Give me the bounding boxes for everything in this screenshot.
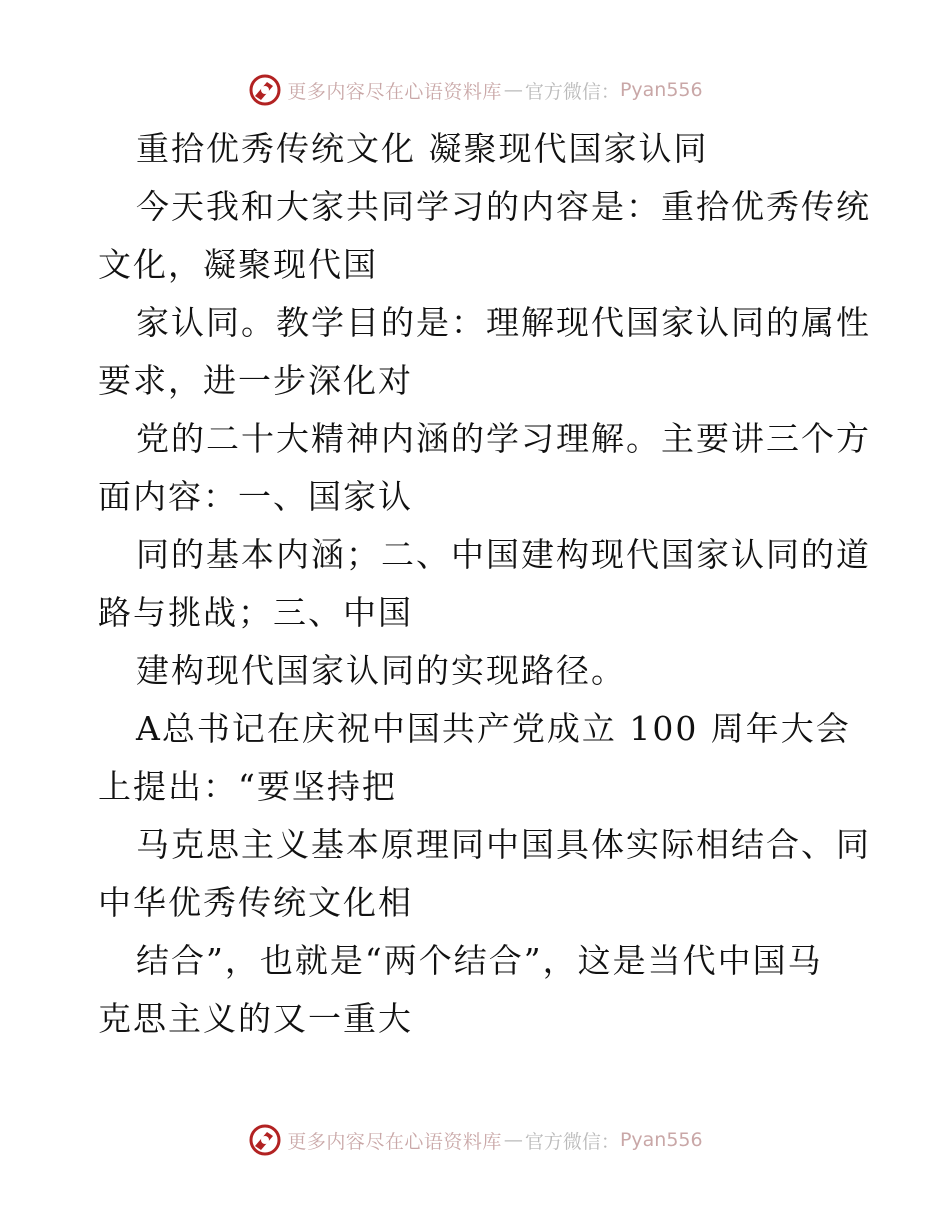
paragraph-line: 要求，进一步深化对: [98, 361, 413, 400]
document-body: [98, 120, 871, 1048]
paragraph-line: 面内容：一、国家认: [98, 477, 413, 516]
paragraph-line: 马克思主义基本原理同中国具体实际相结合、同: [136, 825, 871, 864]
paragraph-line: 克思主义的又一重大: [98, 999, 413, 1038]
paragraph-line: 家认同。教学目的是：理解现代国家认同的属性: [136, 303, 871, 342]
banner-text: 更多内容尽在心语资料库: [287, 80, 502, 103]
paragraph-line: 结合”，也就是“两个结合”，这是当代中国马: [136, 941, 823, 980]
banner-channel: 官方微信：: [524, 1130, 620, 1153]
paragraph-line: 中华优秀传统文化相: [98, 883, 413, 922]
paragraph-line: A总书记在庆祝中国共产党成立 100 周年大会: [136, 709, 851, 748]
paragraph-line: 上提出：“要坚持把: [98, 767, 397, 806]
banner-text: 更多内容尽在心语资料库: [287, 1130, 502, 1153]
footer-banner: [0, 1120, 950, 1160]
paragraph-line: 文化，凝聚现代国: [98, 245, 378, 284]
banner-channel: 官方微信：: [524, 80, 620, 103]
brand-logo-icon: [247, 1122, 283, 1158]
banner-separator: —: [503, 79, 523, 101]
paragraph-line: 同的基本内涵；二、中国建构现代国家认同的道: [136, 535, 871, 574]
brand-logo-icon: [247, 72, 283, 108]
document-title: 重拾优秀传统文化 凝聚现代国家认同: [136, 129, 709, 168]
banner-handle: Pyan556: [619, 1129, 703, 1151]
banner-handle: Pyan556: [619, 79, 703, 101]
header-banner: [0, 70, 950, 110]
paragraph-line: 路与挑战；三、中国: [98, 593, 413, 632]
paragraph-line: 建构现代国家认同的实现路径。: [136, 651, 626, 690]
paragraph-line: 党的二十大精神内涵的学习理解。主要讲三个方: [136, 419, 871, 458]
banner-separator: —: [503, 1129, 523, 1151]
paragraph-line: 今天我和大家共同学习的内容是：重拾优秀传统: [136, 187, 871, 226]
